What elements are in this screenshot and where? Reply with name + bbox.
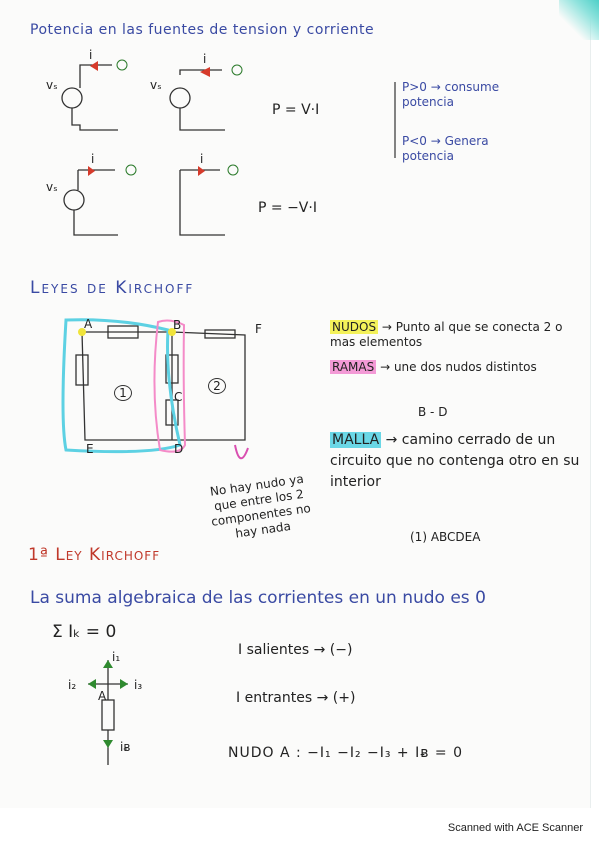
current-i1: i₁ [112, 650, 121, 664]
current-ib: iᴃ [120, 740, 131, 754]
label-i-3: i [91, 152, 95, 166]
formula-negative: P = −V·I [258, 200, 317, 216]
ramas-text: → une dos nudos distintos [380, 360, 537, 374]
first-law-statement: La suma algebraica de las corrientes en un nudo es 0 [30, 588, 486, 608]
mesh-2: 2 [208, 378, 226, 394]
section-title-laws: Leyes de Kirchoff [30, 278, 195, 298]
label-i-2: i [203, 52, 207, 66]
section-title-first-law: 1ª Ley Kirchoff [28, 545, 161, 565]
label-i-1: i [89, 48, 93, 62]
nudos-text: → Punto al que se conecta 2 o mas elementos [330, 320, 563, 349]
def-ramas [330, 360, 570, 375]
mesh-1: 1 [114, 385, 132, 401]
power-negative: P<0 → Genera potencia [402, 134, 489, 163]
def-nudos [330, 320, 588, 350]
node-e: E [86, 442, 94, 456]
scanner-footer: Scanned with ACE Scanner [447, 822, 583, 834]
current-i3: i₃ [134, 678, 143, 692]
section-title-power: Potencia en las fuentes de tension y corriente [30, 22, 375, 38]
label-vs-1: vₛ [46, 78, 58, 92]
node-c: C [174, 390, 183, 404]
def-malla [330, 430, 580, 493]
node-a-label: A [98, 689, 107, 703]
malla-example: (1) ABCDEA [410, 530, 481, 544]
nudos-label: NUDOS [332, 320, 377, 334]
label-vs-2: vₛ [150, 78, 162, 92]
current-i2: i₂ [68, 678, 77, 692]
node-f: F [255, 322, 262, 336]
note-no-node: No hay nudo ya que entre los 2 componentes no hay nada [209, 471, 312, 541]
power-positive: P>0 → consume potencia [402, 80, 500, 109]
rule-salientes: I salientes → (−) [238, 642, 353, 658]
ramas-example: B - D [418, 405, 448, 419]
sum-formula: Σ Iₖ = 0 [52, 622, 117, 642]
node-a: A [84, 317, 93, 331]
malla-text: → camino cerrado de un circuito que no contenga otro en su interior [330, 432, 580, 490]
formula-positive: P = V·I [272, 102, 320, 118]
node-d: D [174, 442, 184, 456]
ramas-label: RAMAS [332, 360, 375, 374]
rule-entrantes: I entrantes → (+) [236, 690, 356, 706]
label-i-4: i [200, 152, 204, 166]
rule-nudo-a: NUDO A : −I₁ −I₂ −I₃ + Iᴃ = 0 [228, 745, 463, 761]
label-vs-3: vₛ [46, 180, 58, 194]
malla-label: MALLA [332, 432, 380, 448]
node-b: B [173, 318, 182, 332]
